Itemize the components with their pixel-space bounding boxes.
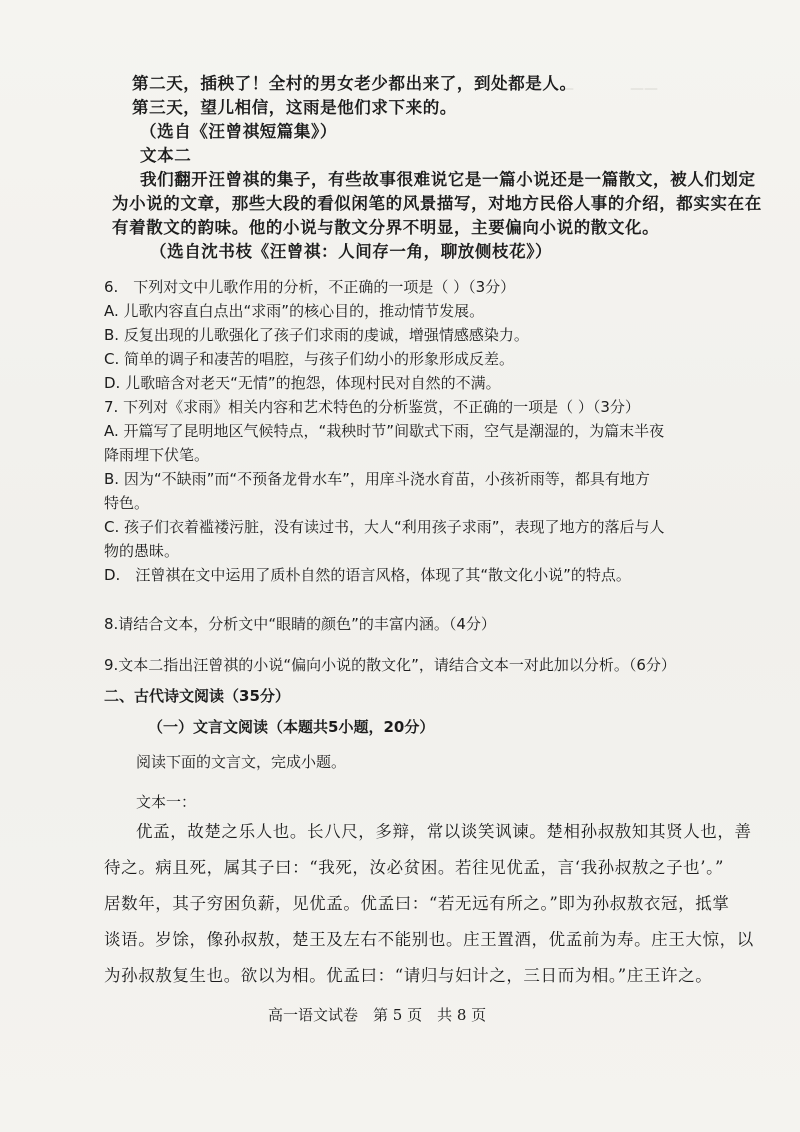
- story-line-1: 第二天，插秧了！全村的男女老少都出来了，到处都是人。: [132, 74, 577, 93]
- q6-option-d: D. 儿歌暗含对老天“无情”的抱怨，体现村民对自然的不满。: [104, 374, 501, 392]
- q7-option-c-line-2: 物的愚昧。: [104, 542, 180, 560]
- classical-passage-line-4: 谈语。岁馀，像孙叔敖，楚王及左右不能别也。庄王置酒，优孟前为寿。庄王大惊，以: [104, 930, 754, 949]
- q9-stem: 9.文本二指出汪曾祺的小说“偏向小说的散文化”，请结合文本一对此加以分析。（6分）: [104, 656, 676, 674]
- text2-para-line-3: 有着散文的韵味。他的小说与散文分界不明显，主要偏向小说的散文化。: [112, 218, 660, 237]
- section-2-instruction: 阅读下面的文言文，完成小题。: [136, 753, 347, 771]
- source-note-2: （选自沈书枝《汪曾祺：人间存一角，聊放侧枝花》）: [150, 242, 553, 261]
- source-note-1: （选自《汪曾祺短篇集》）: [140, 122, 337, 141]
- q6-option-c: C. 简单的调子和凄苦的唱腔，与孩子们幼小的形象形成反差。: [104, 350, 515, 368]
- q7-stem: 7. 下列对《求雨》相关内容和艺术特色的分析鉴赏，不正确的一项是（ ）（3分）: [104, 398, 640, 416]
- q7-option-d: D. 汪曾祺在文中运用了质朴自然的语言风格，体现了其“散文化小说”的特点。: [104, 566, 631, 584]
- bleed-through-mark: — ——: [560, 81, 658, 97]
- section-2-title: 二、古代诗文阅读（35分）: [104, 687, 290, 705]
- classical-passage-line-1: 优孟，故楚之乐人也。长八尺，多辩，常以谈笑讽谏。楚相孙叔敖知其贤人也，善: [136, 822, 752, 841]
- classical-passage-line-3: 居数年，其子穷困负薪，见优孟。优孟曰：“若无远有所之。”即为孙叔敖衣冠，抵掌: [104, 894, 730, 913]
- q7-option-b-line-1: B. 因为“不缺雨”而“不预备龙骨水车”，用庠斗浇水育苗，小孩祈雨等，都具有地方: [104, 470, 650, 488]
- section-2-subtitle: （一）文言文阅读（本题共5小题，20分）: [148, 718, 435, 736]
- text2-para-line-2: 为小说的文章，那些大段的看似闲笔的风景描写，对地方民俗人事的介绍，都实实在在: [112, 194, 762, 213]
- story-line-2: 第三天，望儿相信，这雨是他们求下来的。: [132, 98, 457, 117]
- classical-text-1-title: 文本一：: [136, 793, 197, 811]
- q8-stem: 8.请结合文本，分析文中“眼睛的颜色”的丰富内涵。（4分）: [104, 615, 496, 633]
- q7-option-a-line-2: 降雨埋下伏笔。: [104, 446, 210, 464]
- page-footer: 高一语文试卷 第 5 页 共 8 页: [268, 1006, 487, 1024]
- q7-option-b-line-2: 特色。: [104, 494, 150, 512]
- classical-passage-line-2: 待之。病且死，属其子曰：“我死，汝必贫困。若往见优孟，言‘我孙叔敖之子也’。”: [104, 858, 725, 877]
- text2-title: 文本二: [140, 146, 192, 165]
- q6-option-b: B. 反复出现的儿歌强化了孩子们求雨的虔诚，增强情感感染力。: [104, 326, 529, 344]
- classical-passage-line-5: 为孙叔敖复生也。欲以为相。优孟曰：“请归与妇计之，三日而为相。”庄王许之。: [104, 966, 713, 985]
- q7-option-a-line-1: A. 开篇写了昆明地区气候特点，“栽秧时节”间歇式下雨，空气是潮湿的，为篇末半夜: [104, 422, 665, 440]
- q7-option-c-line-1: C. 孩子们衣着褴褛污脏，没有读过书，大人“利用孩子求雨”，表现了地方的落后与人: [104, 518, 665, 536]
- q6-stem: 6. 下列对文中儿歌作用的分析，不正确的一项是（ ）（3分）: [104, 278, 516, 296]
- q6-option-a: A. 儿歌内容直白点出“求雨”的核心目的，推动情节发展。: [104, 302, 485, 320]
- text2-para-line-1: 我们翻开汪曾祺的集子，有些故事很难说它是一篇小说还是一篇散文，被人们划定: [140, 170, 756, 189]
